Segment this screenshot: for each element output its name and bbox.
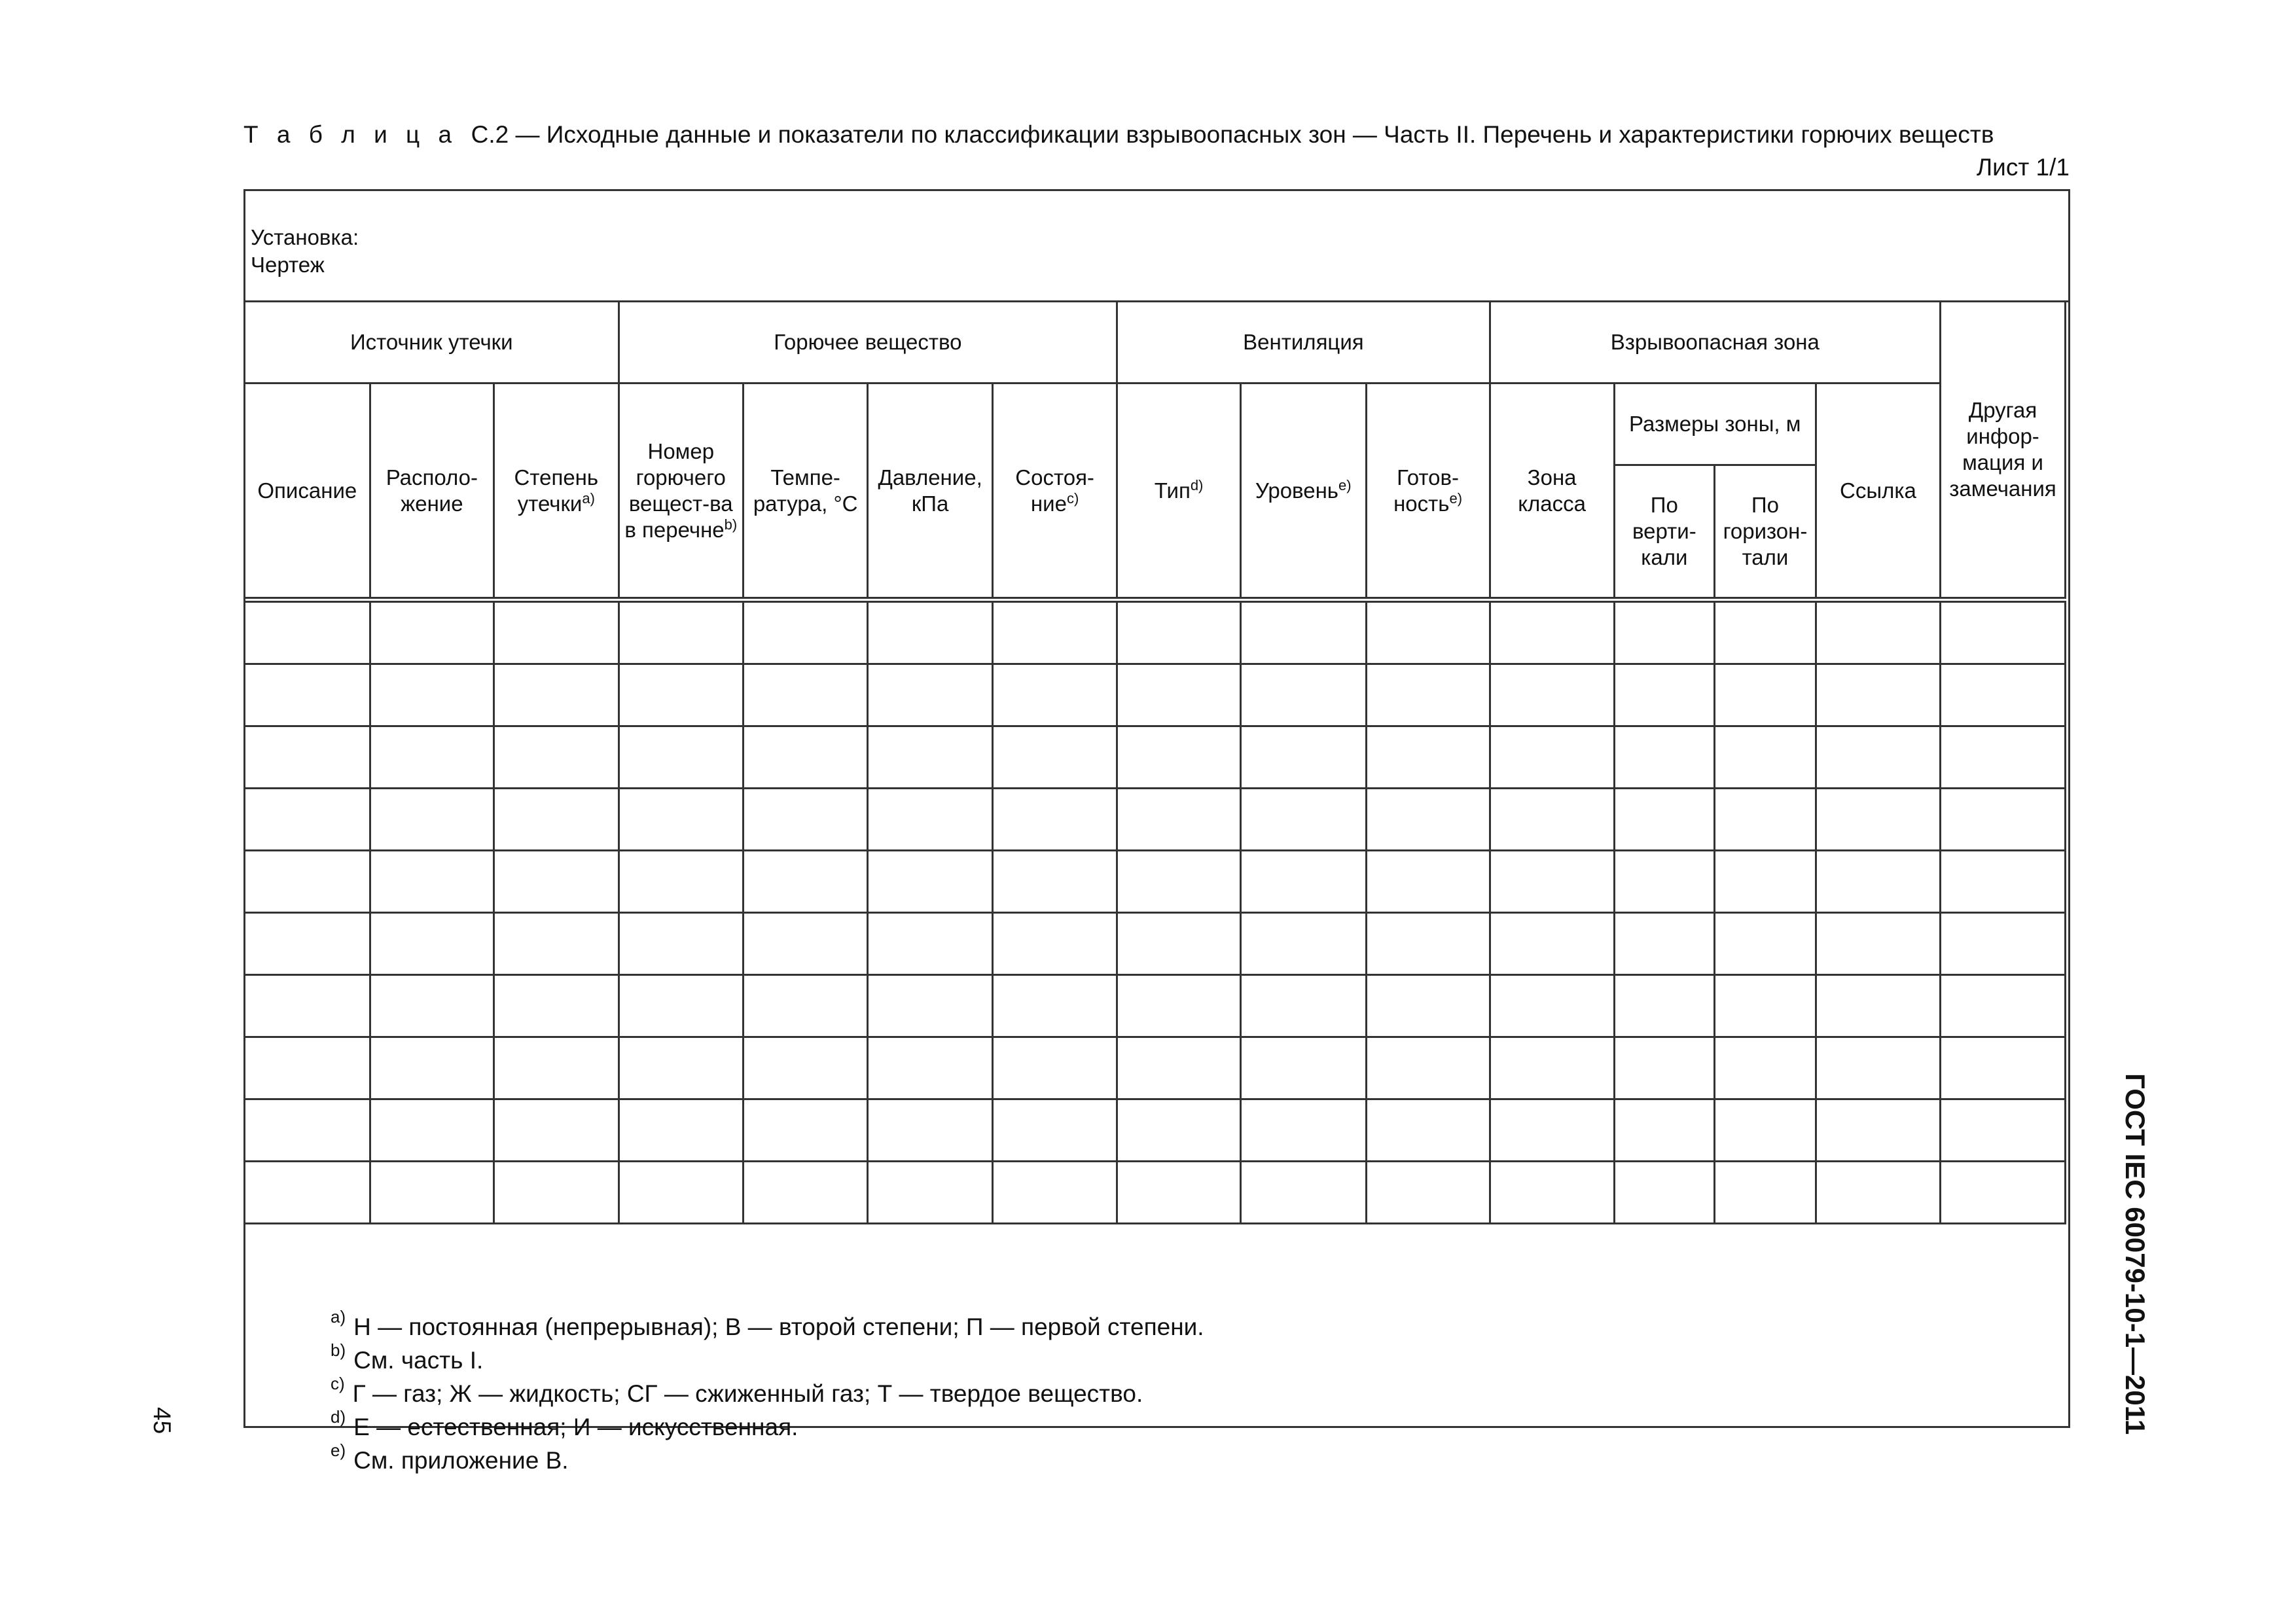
header-other-info: Другая инфор-мация и замечания <box>1941 302 2066 600</box>
table-cell <box>1240 1037 1366 1099</box>
footnote-d <box>331 1406 798 1444</box>
level-label: Уровень <box>1255 478 1338 503</box>
table-cell <box>619 1162 744 1224</box>
table-row <box>245 851 2066 913</box>
table-cell <box>1715 726 1816 789</box>
header-description: Описание <box>245 383 370 600</box>
table-cell <box>1366 664 1490 726</box>
footnote-text: См. часть I. <box>353 1347 484 1374</box>
table-cell <box>1816 851 1940 913</box>
table-cell <box>868 600 993 664</box>
table-cell <box>1490 726 1614 789</box>
table-cell <box>1941 975 2066 1037</box>
document-code: ГОСТ IEC 60079-10-1—2011 <box>2120 1073 2151 1435</box>
table-cell <box>1490 664 1614 726</box>
table-cell <box>370 789 494 851</box>
table-cell <box>1715 664 1816 726</box>
header-vertical: По верти-кали <box>1614 465 1714 600</box>
table-cell <box>1240 789 1366 851</box>
table-cell <box>1614 913 1714 975</box>
table-cell <box>494 1099 619 1162</box>
table-cell <box>1941 726 2066 789</box>
table-cell <box>494 600 619 664</box>
footnote-mark: c) <box>331 1373 345 1393</box>
table-cell <box>370 1037 494 1099</box>
footnote-mark: a) <box>331 1306 346 1327</box>
table-cell <box>370 851 494 913</box>
footnote-text: Е — естественная; И — искусственная. <box>353 1414 798 1440</box>
group-header-ventilation: Вентиляция <box>1117 302 1490 383</box>
table-cell <box>868 1099 993 1162</box>
table-cell <box>992 726 1117 789</box>
table-cell <box>1366 913 1490 975</box>
table-cell <box>1614 726 1714 789</box>
table-cell <box>868 664 993 726</box>
table-cell <box>619 1099 744 1162</box>
table-cell <box>1614 851 1714 913</box>
table-cell <box>1614 975 1714 1037</box>
table-cell <box>494 726 619 789</box>
table-cell <box>1941 600 2066 664</box>
table-cell <box>992 1037 1117 1099</box>
table-cell <box>744 1037 868 1099</box>
table-cell <box>1941 1162 2066 1224</box>
table-cell <box>1117 664 1241 726</box>
substance-number-label: Номер горючего вещест-ва в перечне <box>624 438 733 542</box>
table-cell <box>744 664 868 726</box>
header-zone-size: Размеры зоны, м <box>1614 383 1816 465</box>
table-cell <box>1240 975 1366 1037</box>
page-number: 45 <box>149 1407 175 1435</box>
footnote-text: Г — газ; Ж — жидкость; СГ — сжиженный газ; Т — твердое вещество. <box>352 1380 1143 1407</box>
footnote-b <box>331 1340 484 1377</box>
installation-label: Установка: <box>251 225 359 249</box>
footnote-text: См. приложение В. <box>353 1447 569 1474</box>
table-cell <box>1240 1162 1366 1224</box>
table-cell <box>245 726 370 789</box>
table-cell <box>245 600 370 664</box>
sheet-number: Лист 1/1 <box>1976 154 2070 181</box>
table-cell <box>245 1099 370 1162</box>
table-cell <box>370 975 494 1037</box>
footnote-c <box>331 1373 1143 1410</box>
header-substance-number <box>619 383 744 600</box>
table-cell <box>1941 1099 2066 1162</box>
table-cell <box>1240 726 1366 789</box>
table-cell <box>1366 726 1490 789</box>
table-cell <box>1816 789 1940 851</box>
table-cell <box>1490 1037 1614 1099</box>
table-cell <box>1614 664 1714 726</box>
table-cell <box>370 600 494 664</box>
table-cell <box>245 664 370 726</box>
footnote-mark: d) <box>331 1406 346 1427</box>
table-row <box>245 600 2066 664</box>
table-cell <box>1490 600 1614 664</box>
table-cell <box>1117 975 1241 1037</box>
table-cell <box>1941 789 2066 851</box>
table-cell <box>992 975 1117 1037</box>
table-cell <box>1715 600 1816 664</box>
table-row <box>245 789 2066 851</box>
table-cell <box>744 851 868 913</box>
table-cell <box>868 851 993 913</box>
table-cell <box>370 1162 494 1224</box>
table-cell <box>744 789 868 851</box>
table-cell <box>992 789 1117 851</box>
table-cell <box>619 913 744 975</box>
readiness-label: Готов-ность <box>1393 465 1459 516</box>
table-cell <box>1941 913 2066 975</box>
table-cell <box>1240 1099 1366 1162</box>
header-zone-class: Зона класса <box>1490 383 1614 600</box>
footnote-mark: b) <box>331 1340 346 1360</box>
table-cell <box>245 975 370 1037</box>
table-cell <box>619 851 744 913</box>
header-pressure: Давление, кПа <box>868 383 993 600</box>
table-cell <box>245 789 370 851</box>
header-reference: Ссылка <box>1816 383 1940 600</box>
table-cell <box>992 1099 1117 1162</box>
footnote-e <box>331 1440 569 1477</box>
state-label: Состоя-ние <box>1015 465 1094 516</box>
level-note-mark: e) <box>1338 476 1352 493</box>
table-cell <box>494 664 619 726</box>
table-cell <box>1715 1037 1816 1099</box>
group-header-zone: Взрывоопасная зона <box>1490 302 1941 383</box>
table-cell <box>1816 600 1940 664</box>
table-cell <box>1941 851 2066 913</box>
table-caption <box>243 120 2076 149</box>
table-cell <box>868 1162 993 1224</box>
table-cell <box>1614 600 1714 664</box>
table-cell <box>370 913 494 975</box>
footnote-text: Н — постоянная (непрерывная); В — второй степени; П — первой степени. <box>353 1313 1204 1340</box>
table-cell <box>1490 975 1614 1037</box>
table-cell <box>1240 913 1366 975</box>
table-cell <box>494 975 619 1037</box>
leak-degree-label: Степень утечки <box>514 465 599 516</box>
table-cell <box>1614 1037 1714 1099</box>
drawing-label: Чертеж <box>251 253 325 277</box>
table-cell <box>370 726 494 789</box>
table-cell <box>619 1037 744 1099</box>
table-cell <box>1715 1099 1816 1162</box>
table-cell <box>1490 789 1614 851</box>
table-cell <box>1715 913 1816 975</box>
header-leak-degree <box>494 383 619 600</box>
header-readiness <box>1366 383 1490 600</box>
table-cell <box>1366 975 1490 1037</box>
table-cell <box>1816 726 1940 789</box>
caption-prefix: Т а б л и ц а <box>243 121 458 148</box>
table-cell <box>992 600 1117 664</box>
header-temperature: Темпе-ратура, °C <box>744 383 868 600</box>
table-cell <box>1715 851 1816 913</box>
table-cell <box>1240 851 1366 913</box>
table-cell <box>1941 1037 2066 1099</box>
table-cell <box>1490 851 1614 913</box>
table-cell <box>494 1162 619 1224</box>
header-location: Располо-жение <box>370 383 494 600</box>
table-row <box>245 1037 2066 1099</box>
table-cell <box>1816 913 1940 975</box>
table-cell <box>868 975 993 1037</box>
table-cell <box>494 913 619 975</box>
table-cell <box>619 789 744 851</box>
leak-degree-note-mark: a) <box>582 490 595 507</box>
table-cell <box>1816 664 1940 726</box>
table-cell <box>1117 600 1241 664</box>
table-cell <box>868 726 993 789</box>
table-cell <box>992 1162 1117 1224</box>
table-cell <box>1366 1037 1490 1099</box>
installation-block <box>245 191 2068 302</box>
classification-table <box>243 300 2066 1224</box>
table-cell <box>744 975 868 1037</box>
table-cell <box>245 1037 370 1099</box>
table-cell <box>744 1162 868 1224</box>
table-cell <box>992 851 1117 913</box>
table-cell <box>619 600 744 664</box>
table-cell <box>1366 1162 1490 1224</box>
table-row <box>245 664 2066 726</box>
table-cell <box>1366 789 1490 851</box>
header-horizontal: По горизон-тали <box>1715 465 1816 600</box>
table-cell <box>744 726 868 789</box>
table-cell <box>1715 975 1816 1037</box>
table-row <box>245 913 2066 975</box>
table-cell <box>1117 789 1241 851</box>
table-cell <box>1366 851 1490 913</box>
substance-number-note-mark: b) <box>724 516 738 533</box>
table-cell <box>992 664 1117 726</box>
table-cell <box>868 1037 993 1099</box>
table-cell <box>1614 1162 1714 1224</box>
table-cell <box>868 789 993 851</box>
table-cell <box>868 913 993 975</box>
group-header-substance: Горючее вещество <box>619 302 1117 383</box>
header-state <box>992 383 1117 600</box>
table-cell <box>1941 664 2066 726</box>
table-row <box>245 1162 2066 1224</box>
table-cell <box>245 851 370 913</box>
table-cell <box>370 664 494 726</box>
footnotes <box>245 1306 2068 1474</box>
table-frame <box>243 189 2070 1474</box>
header-level <box>1240 383 1366 600</box>
table-cell <box>1117 1162 1241 1224</box>
table-cell <box>1614 789 1714 851</box>
table-row <box>245 1099 2066 1162</box>
group-header-source: Источник утечки <box>245 302 619 383</box>
table-cell <box>1816 975 1940 1037</box>
table-cell <box>1366 600 1490 664</box>
table-cell <box>1117 1037 1241 1099</box>
table-cell <box>1240 664 1366 726</box>
table-cell <box>744 600 868 664</box>
table-cell <box>1816 1037 1940 1099</box>
table-row <box>245 726 2066 789</box>
readiness-note-mark: e) <box>1449 490 1463 507</box>
table-cell <box>1117 1099 1241 1162</box>
table-cell <box>619 664 744 726</box>
table-cell <box>744 1099 868 1162</box>
caption-text: С.2 — Исходные данные и показатели по классификации взрывоопасных зон — Часть II. Перечень и характеристики горючих веществ <box>471 121 1994 148</box>
table-cell <box>245 1162 370 1224</box>
table-row <box>245 975 2066 1037</box>
table-cell <box>619 726 744 789</box>
footnote-mark: e) <box>331 1440 346 1460</box>
table-body <box>245 600 2066 1224</box>
table-cell <box>1715 1162 1816 1224</box>
table-cell <box>1490 913 1614 975</box>
table-cell <box>494 1037 619 1099</box>
table-cell <box>1240 600 1366 664</box>
state-note-mark: c) <box>1066 490 1079 507</box>
table-cell <box>1614 1099 1714 1162</box>
header-type <box>1117 383 1241 600</box>
table-cell <box>992 913 1117 975</box>
table-cell <box>1490 1162 1614 1224</box>
type-note-mark: d) <box>1190 476 1204 493</box>
table-cell <box>1816 1162 1940 1224</box>
table-cell <box>494 789 619 851</box>
table-cell <box>1117 913 1241 975</box>
table-cell <box>494 851 619 913</box>
footnote-a <box>331 1306 1204 1344</box>
table-cell <box>744 913 868 975</box>
type-label: Тип <box>1154 478 1191 503</box>
table-cell <box>370 1099 494 1162</box>
table-cell <box>1816 1099 1940 1162</box>
table-cell <box>1117 726 1241 789</box>
table-cell <box>1117 851 1241 913</box>
table-cell <box>1490 1099 1614 1162</box>
table-cell <box>245 913 370 975</box>
table-cell <box>619 975 744 1037</box>
table-cell <box>1715 789 1816 851</box>
table-cell <box>1366 1099 1490 1162</box>
